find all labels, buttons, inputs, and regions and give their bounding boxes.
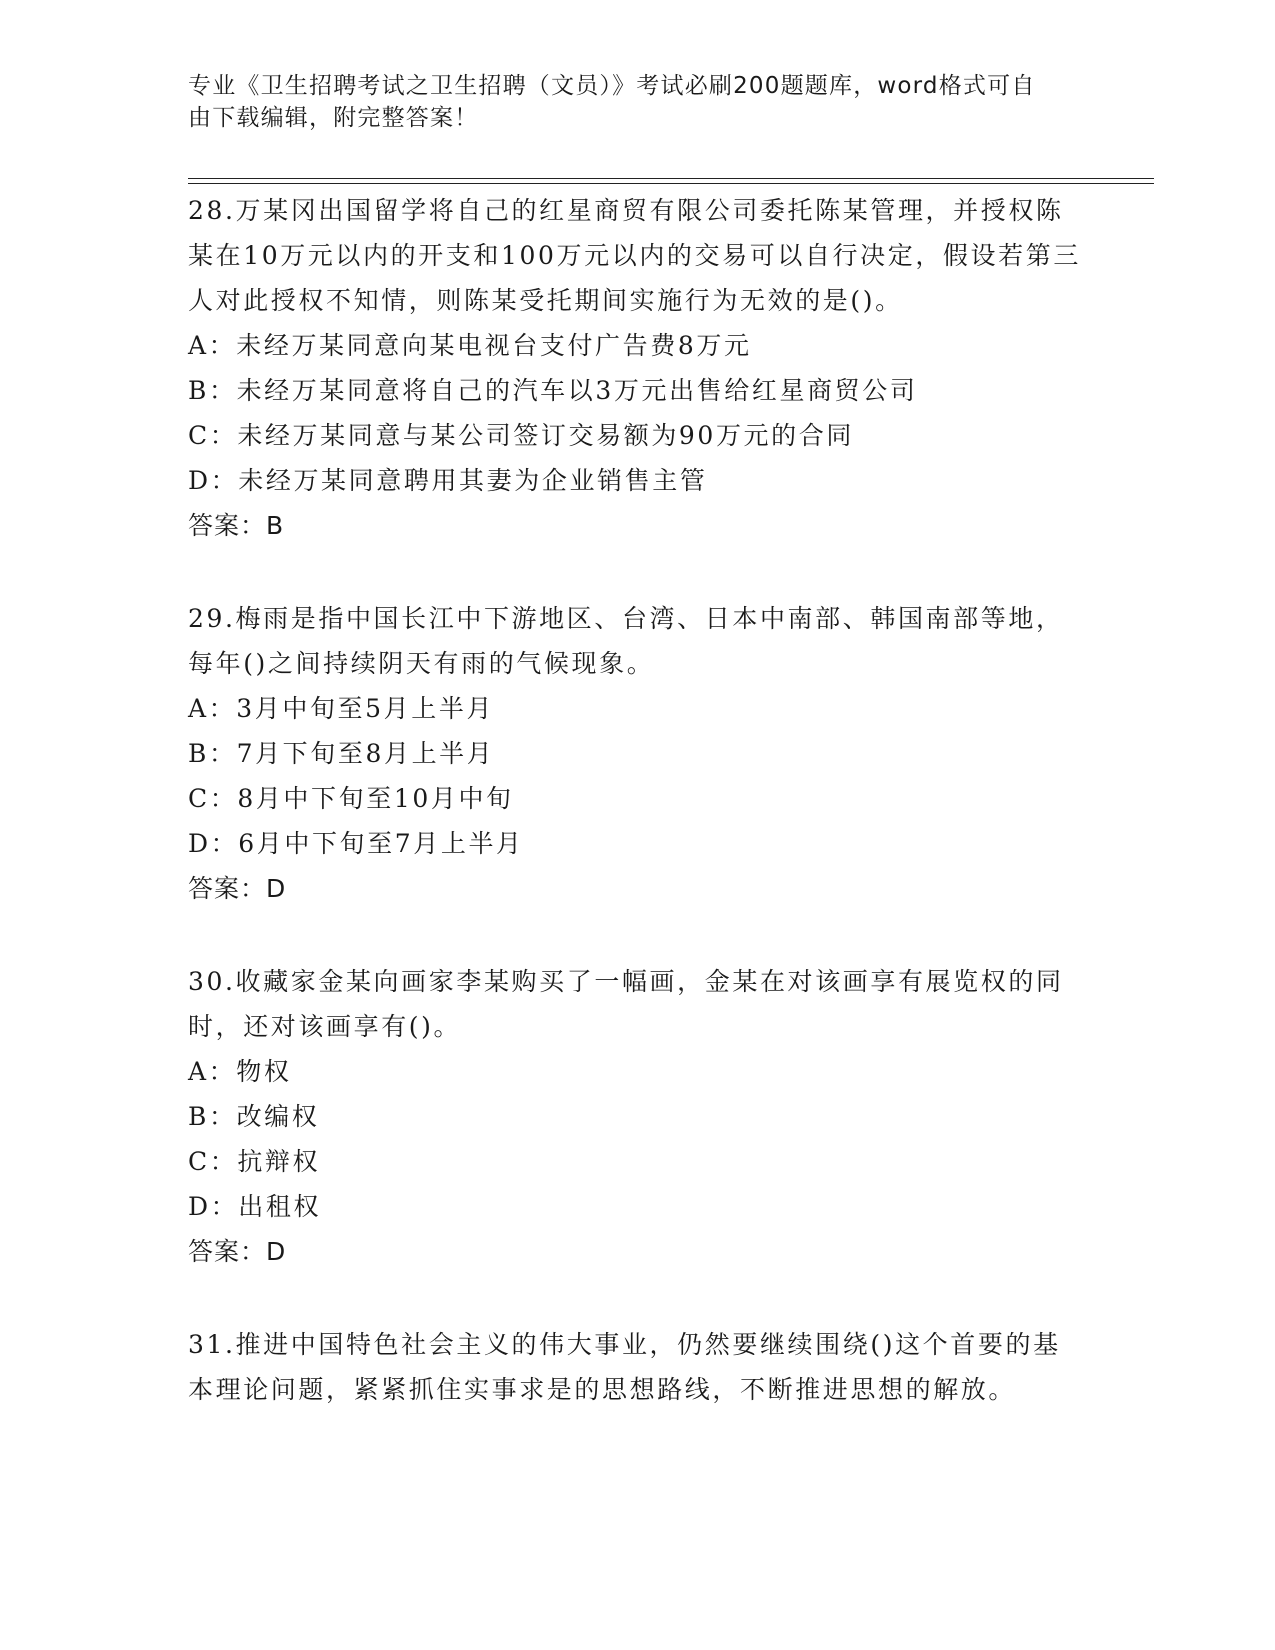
page-header xyxy=(188,70,1088,134)
option-a: A：未经万某同意向某电视台支付广告费8万元 xyxy=(188,331,752,360)
question-31 xyxy=(188,1322,1088,1412)
option-a: A：物权 xyxy=(188,1057,292,1086)
option-b: B：改编权 xyxy=(188,1102,320,1131)
question-stem: 31.推进中国特色社会主义的伟大事业，仍然要继续围绕()这个首要的基本理论问题，紧紧抓住实事求是的思想路线，不断推进思想的解放。 xyxy=(188,1330,1061,1404)
option-c: C：8月中下旬至10月中旬 xyxy=(188,784,514,813)
option-c: C：未经万某同意与某公司签订交易额为90万元的合同 xyxy=(188,421,854,450)
question-stem: 28.万某冈出国留学将自己的红星商贸有限公司委托陈某管理，并授权陈某在10万元以内的开支和100万元以内的交易可以自行决定，假设若第三人对此授权不知情，则陈某受托期间实施行为无效的是()。 xyxy=(188,196,1081,315)
question-29 xyxy=(188,596,1088,911)
question-stem: 29.梅雨是指中国长江中下游地区、台湾、日本中南部、韩国南部等地，每年()之间持续阴天有雨的气候现象。 xyxy=(188,604,1064,678)
header-line-1: 专业《卫生招聘考试之卫生招聘（文员）》考试必刷200题题库，word格式可自 xyxy=(188,73,1036,99)
header-line-2: 由下载编辑，附完整答案！ xyxy=(188,105,479,131)
question-stem: 30.收藏家金某向画家李某购买了一幅画，金某在对该画享有展览权的同时，还对该画享有()。 xyxy=(188,967,1064,1041)
option-b: B：7月下旬至8月上半月 xyxy=(188,739,495,768)
question-list xyxy=(188,188,1088,1460)
option-list xyxy=(188,686,1088,866)
option-a: A：3月中旬至5月上半月 xyxy=(188,694,495,723)
answer-label: 答案：D xyxy=(188,1237,287,1266)
option-d: D：6月中下旬至7月上半月 xyxy=(188,829,524,858)
option-list xyxy=(188,1049,1088,1229)
option-b: B：未经万某同意将自己的汽车以3万元出售给红星商贸公司 xyxy=(188,376,918,405)
answer-label: 答案：D xyxy=(188,874,287,903)
answer-label: 答案：B xyxy=(188,511,285,540)
option-d: D：出租权 xyxy=(188,1192,322,1221)
question-30 xyxy=(188,959,1088,1274)
option-c: C：抗辩权 xyxy=(188,1147,321,1176)
header-divider xyxy=(188,178,1154,184)
option-d: D：未经万某同意聘用其妻为企业销售主管 xyxy=(188,466,708,495)
question-28 xyxy=(188,188,1088,548)
option-list xyxy=(188,323,1088,503)
